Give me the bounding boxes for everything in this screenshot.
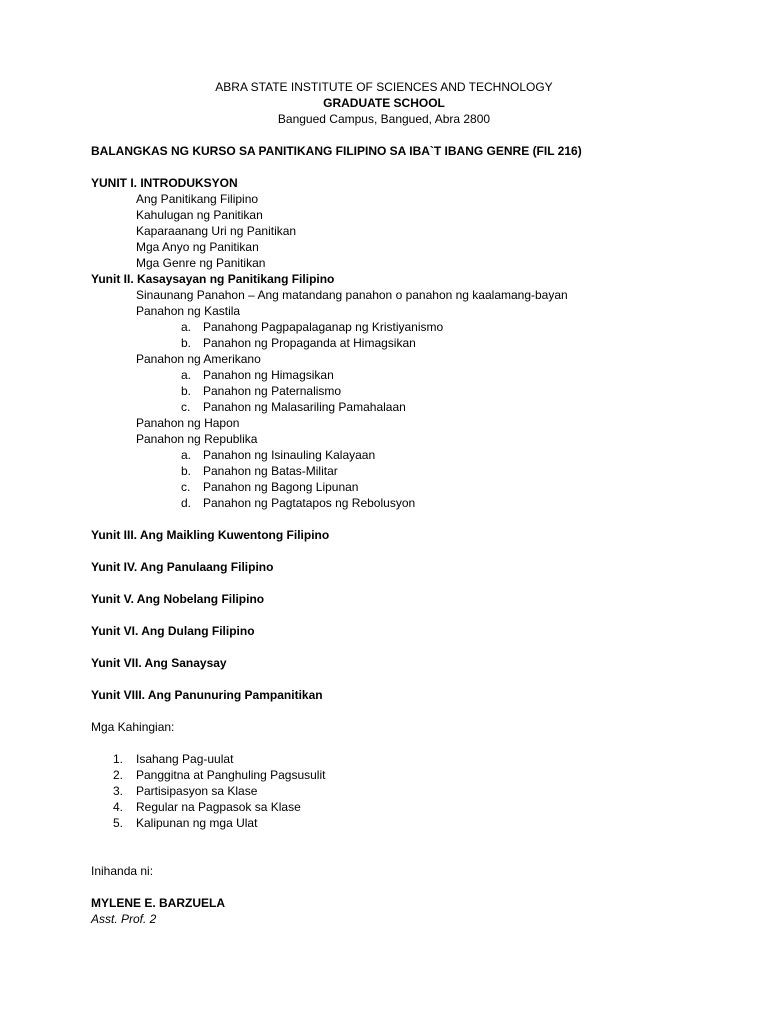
republika-label: Panahon ng Republika [136, 432, 258, 446]
author-name: MYLENE E. BARZUELA [91, 896, 226, 910]
list-marker: a. [181, 448, 192, 462]
requirement-item: Kalipunan ng mga Ulat [136, 816, 258, 830]
unit-1-item: Mga Anyo ng Panitikan [136, 240, 259, 254]
unit-7-title: Yunit VII. Ang Sanaysay [91, 656, 227, 670]
unit-3-title: Yunit III. Ang Maikling Kuwentong Filipino [91, 528, 330, 542]
institution-name: ABRA STATE INSTITUTE OF SCIENCES AND TECHNOLOGY [215, 80, 553, 94]
hapon-label: Panahon ng Hapon [136, 416, 240, 430]
unit-5-title: Yunit V. Ang Nobelang Filipino [91, 592, 265, 606]
unit-6-title: Yunit VI. Ang Dulang Filipino [91, 624, 255, 638]
list-marker: b. [181, 384, 192, 398]
list-marker: d. [181, 496, 192, 510]
kastila-item: Panahon ng Propaganda at Himagsikan [203, 336, 416, 350]
unit-2-title: Yunit II. Kasaysayan ng Panitikang Filipino [91, 272, 335, 286]
unit-8-title: Yunit VIII. Ang Panunuring Pampanitikan [91, 688, 323, 702]
list-marker: b. [181, 336, 192, 350]
campus-address: Bangued Campus, Bangued, Abra 2800 [277, 112, 491, 126]
list-marker: a. [181, 320, 192, 334]
amerikano-item: Panahon ng Malasariling Pamahalaan [203, 400, 406, 414]
requirement-item: Regular na Pagpasok sa Klase [136, 800, 301, 814]
amerikano-item: Panahon ng Himagsikan [203, 368, 334, 382]
list-number: 5. [113, 816, 124, 830]
course-title: BALANGKAS NG KURSO SA PANITIKANG FILIPINO SA IBA`T IBANG GENRE (FIL 216) [91, 144, 582, 158]
prepared-by-label: Inihanda ni: [91, 864, 154, 878]
kastila-item: Panahong Pagpapalaganap ng Kristiyanismo [203, 320, 444, 334]
requirement-item: Partisipasyon sa Klase [136, 784, 258, 798]
republika-item: Panahon ng Bagong Lipunan [203, 480, 359, 494]
requirement-item: Isahang Pag-uulat [136, 752, 234, 766]
republika-item: Panahon ng Isinauling Kalayaan [203, 448, 376, 462]
amerikano-label: Panahon ng Amerikano [136, 352, 261, 366]
unit-1-item: Kahulugan ng Panitikan [136, 208, 263, 222]
requirements-heading: Mga Kahingian: [91, 720, 175, 734]
unit-1-item: Ang Panitikang Filipino [136, 192, 259, 206]
list-number: 2. [113, 768, 124, 782]
unit-1-item: Mga Genre ng Panitikan [136, 256, 266, 270]
amerikano-item: Panahon ng Paternalismo [203, 384, 342, 398]
kastila-label: Panahon ng Kastila [136, 304, 241, 318]
list-marker: b. [181, 464, 192, 478]
sinaunang-panahon: Sinaunang Panahon – Ang matandang panahon o panahon ng kaalamang-bayan [136, 288, 568, 302]
school-name: GRADUATE SCHOOL [323, 96, 445, 110]
unit-4-title: Yunit IV. Ang Panulaang Filipino [91, 560, 274, 574]
list-number: 4. [113, 800, 124, 814]
requirement-item: Panggitna at Panghuling Pagsusulit [136, 768, 326, 782]
author-position: Asst. Prof. 2 [91, 912, 157, 926]
list-number: 3. [113, 784, 124, 798]
republika-item: Panahon ng Batas-Militar [203, 464, 338, 478]
list-number: 1. [113, 752, 124, 766]
republika-item: Panahon ng Pagtatapos ng Rebolusyon [203, 496, 416, 510]
list-marker: c. [181, 400, 191, 414]
list-marker: a. [181, 368, 192, 382]
list-marker: c. [181, 480, 191, 494]
unit-1-title: YUNIT I. INTRODUKSYON [91, 176, 238, 190]
unit-1-item: Kaparaanang Uri ng Panitikan [136, 224, 297, 238]
